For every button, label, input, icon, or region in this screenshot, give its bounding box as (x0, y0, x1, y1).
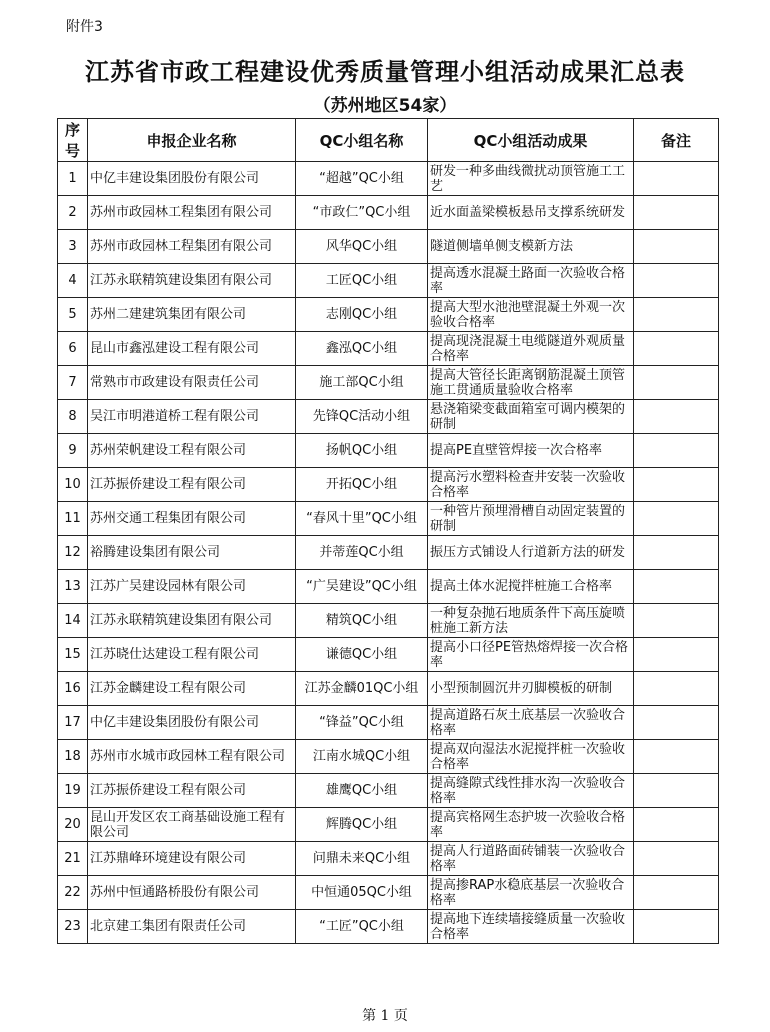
cell-no: 12 (58, 536, 88, 570)
cell-note (634, 604, 719, 638)
cell-result: 提高大管径长距离钢筋混凝土顶管施工贯通质量验收合格率 (428, 366, 634, 400)
cell-note (634, 536, 719, 570)
table-row (58, 196, 719, 230)
cell-no: 18 (58, 740, 88, 774)
cell-no: 9 (58, 434, 88, 468)
cell-company: 江苏永联精筑建设集团有限公司 (88, 604, 296, 638)
cell-company: 中亿丰建设集团股份有限公司 (88, 162, 296, 196)
cell-qc-group: 江苏金麟01QC小组 (296, 672, 428, 706)
cell-note (634, 876, 719, 910)
table-row (58, 740, 719, 774)
cell-note (634, 502, 719, 536)
table-row (58, 400, 719, 434)
cell-qc-group: 工匠QC小组 (296, 264, 428, 298)
table-row (58, 264, 719, 298)
cell-qc-group: 并蒂莲QC小组 (296, 536, 428, 570)
cell-qc-group: 雄鹰QC小组 (296, 774, 428, 808)
cell-note (634, 706, 719, 740)
cell-company: 苏州市水城市政园林工程有限公司 (88, 740, 296, 774)
cell-result: 提高人行道路面砖铺装一次验收合格率 (428, 842, 634, 876)
cell-qc-group: 风华QC小组 (296, 230, 428, 264)
cell-company: 中亿丰建设集团股份有限公司 (88, 706, 296, 740)
cell-note (634, 570, 719, 604)
cell-company: 苏州二建建筑集团有限公司 (88, 298, 296, 332)
cell-no: 5 (58, 298, 88, 332)
cell-company: 江苏广吴建设园林有限公司 (88, 570, 296, 604)
cell-note (634, 774, 719, 808)
cell-no: 13 (58, 570, 88, 604)
cell-qc-group: 辉腾QC小组 (296, 808, 428, 842)
cell-qc-group: 谦德QC小组 (296, 638, 428, 672)
cell-result: 提高土体水泥搅拌桩施工合格率 (428, 570, 634, 604)
cell-company: 苏州荣帆建设工程有限公司 (88, 434, 296, 468)
cell-note (634, 298, 719, 332)
cell-no: 15 (58, 638, 88, 672)
cell-no: 1 (58, 162, 88, 196)
cell-company: 江苏振侨建设工程有限公司 (88, 774, 296, 808)
cell-qc-group: “超越”QC小组 (296, 162, 428, 196)
cell-company: 江苏振侨建设工程有限公司 (88, 468, 296, 502)
cell-qc-group: “广吴建设”QC小组 (296, 570, 428, 604)
column-header-note: 备注 (634, 119, 719, 162)
cell-qc-group: “工匠”QC小组 (296, 910, 428, 944)
cell-result: 一种复杂抛石地质条件下高压旋喷桩施工新方法 (428, 604, 634, 638)
cell-company: 苏州市政园林工程集团有限公司 (88, 196, 296, 230)
table-row (58, 842, 719, 876)
cell-no: 14 (58, 604, 88, 638)
cell-note (634, 740, 719, 774)
cell-qc-group: 鑫泓QC小组 (296, 332, 428, 366)
cell-result: 提高大型水池池壁混凝土外观一次验收合格率 (428, 298, 634, 332)
cell-note (634, 808, 719, 842)
page-number: 第 1 页 (362, 1008, 408, 1024)
cell-note (634, 264, 719, 298)
table-row (58, 468, 719, 502)
cell-company: 苏州中恒通路桥股份有限公司 (88, 876, 296, 910)
cell-no: 23 (58, 910, 88, 944)
cell-note (634, 400, 719, 434)
results-summary-table (57, 118, 719, 944)
table-row (58, 808, 719, 842)
table-row (58, 230, 719, 264)
cell-note (634, 230, 719, 264)
cell-qc-group: 中恒通05QC小组 (296, 876, 428, 910)
cell-company: 北京建工集团有限责任公司 (88, 910, 296, 944)
table-row (58, 910, 719, 944)
cell-note (634, 332, 719, 366)
cell-company: 裕腾建设集团有限公司 (88, 536, 296, 570)
cell-result: 提高宾格网生态护坡一次验收合格率 (428, 808, 634, 842)
cell-qc-group: 扬帆QC小组 (296, 434, 428, 468)
table-row (58, 570, 719, 604)
cell-result: 提高小口径PE管热熔焊接一次合格率 (428, 638, 634, 672)
cell-company: 昆山市鑫泓建设工程有限公司 (88, 332, 296, 366)
cell-no: 20 (58, 808, 88, 842)
cell-note (634, 196, 719, 230)
cell-note (634, 910, 719, 944)
column-header-qc-group: QC小组名称 (296, 119, 428, 162)
document-title: 江苏省市政工程建设优秀质量管理小组活动成果汇总表 (85, 58, 685, 86)
cell-note (634, 468, 719, 502)
cell-result: 振压方式铺设人行道新方法的研发 (428, 536, 634, 570)
cell-company: 江苏永联精筑建设集团有限公司 (88, 264, 296, 298)
cell-result: 提高掺RAP水稳底基层一次验收合格率 (428, 876, 634, 910)
cell-qc-group: 精筑QC小组 (296, 604, 428, 638)
cell-result: 提高PE直壁管焊接一次合格率 (428, 434, 634, 468)
table-header (58, 119, 719, 162)
cell-result: 一种管片预埋滑槽自动固定装置的研制 (428, 502, 634, 536)
table-row (58, 774, 719, 808)
document-subtitle: （苏州地区54家） (313, 96, 457, 116)
cell-qc-group: “锋益”QC小组 (296, 706, 428, 740)
cell-no: 16 (58, 672, 88, 706)
table-row (58, 502, 719, 536)
cell-no: 21 (58, 842, 88, 876)
cell-qc-group: 问鼎未来QC小组 (296, 842, 428, 876)
cell-result: 提高道路石灰土底基层一次验收合格率 (428, 706, 634, 740)
table-row (58, 536, 719, 570)
table-row (58, 876, 719, 910)
column-header-company: 申报企业名称 (88, 119, 296, 162)
cell-result: 隧道侧墙单侧支模新方法 (428, 230, 634, 264)
cell-company: 吴江市明港道桥工程有限公司 (88, 400, 296, 434)
cell-result: 提高透水混凝土路面一次验收合格率 (428, 264, 634, 298)
table-row (58, 434, 719, 468)
cell-no: 22 (58, 876, 88, 910)
cell-company: 常熟市市政建设有限责任公司 (88, 366, 296, 400)
table-row (58, 672, 719, 706)
cell-qc-group: 开拓QC小组 (296, 468, 428, 502)
cell-result: 提高污水塑料检查井安装一次验收合格率 (428, 468, 634, 502)
cell-company: 苏州交通工程集团有限公司 (88, 502, 296, 536)
cell-result: 近水面盖梁模板悬吊支撑系统研发 (428, 196, 634, 230)
cell-note (634, 842, 719, 876)
cell-qc-group: “春风十里”QC小组 (296, 502, 428, 536)
cell-result: 提高双向湿法水泥搅拌桩一次验收合格率 (428, 740, 634, 774)
cell-result: 小型预制圆沉井刃脚模板的研制 (428, 672, 634, 706)
cell-company: 苏州市政园林工程集团有限公司 (88, 230, 296, 264)
cell-company: 江苏晓仕达建设工程有限公司 (88, 638, 296, 672)
table-row (58, 604, 719, 638)
cell-no: 10 (58, 468, 88, 502)
cell-no: 8 (58, 400, 88, 434)
cell-no: 19 (58, 774, 88, 808)
cell-result: 提高现浇混凝土电缆隧道外观质量合格率 (428, 332, 634, 366)
cell-qc-group: “市政仁”QC小组 (296, 196, 428, 230)
table-row (58, 706, 719, 740)
table-row (58, 298, 719, 332)
cell-note (634, 162, 719, 196)
table-row (58, 366, 719, 400)
cell-note (634, 638, 719, 672)
cell-no: 2 (58, 196, 88, 230)
cell-company: 昆山开发区农工商基础设施工程有限公司 (88, 808, 296, 842)
table-body (58, 162, 719, 944)
cell-no: 6 (58, 332, 88, 366)
table-row (58, 638, 719, 672)
cell-no: 4 (58, 264, 88, 298)
cell-no: 7 (58, 366, 88, 400)
cell-no: 17 (58, 706, 88, 740)
cell-no: 3 (58, 230, 88, 264)
cell-note (634, 672, 719, 706)
cell-result: 研发一种多曲线微扰动顶管施工工艺 (428, 162, 634, 196)
cell-no: 11 (58, 502, 88, 536)
table-row (58, 332, 719, 366)
column-header-no: 序号 (58, 119, 88, 162)
cell-company: 江苏鼎峰环境建设有限公司 (88, 842, 296, 876)
table-row (58, 162, 719, 196)
cell-qc-group: 先锋QC活动小组 (296, 400, 428, 434)
attachment-label: 附件3 (66, 19, 103, 35)
cell-result: 提高缝隙式线性排水沟一次验收合格率 (428, 774, 634, 808)
cell-qc-group: 志刚QC小组 (296, 298, 428, 332)
cell-result: 提高地下连续墙接缝质量一次验收合格率 (428, 910, 634, 944)
column-header-result: QC小组活动成果 (428, 119, 634, 162)
cell-qc-group: 江南水城QC小组 (296, 740, 428, 774)
cell-note (634, 366, 719, 400)
cell-qc-group: 施工部QC小组 (296, 366, 428, 400)
cell-result: 悬浇箱梁变截面箱室可调内模架的研制 (428, 400, 634, 434)
cell-note (634, 434, 719, 468)
header-row (58, 119, 719, 162)
cell-company: 江苏金麟建设工程有限公司 (88, 672, 296, 706)
